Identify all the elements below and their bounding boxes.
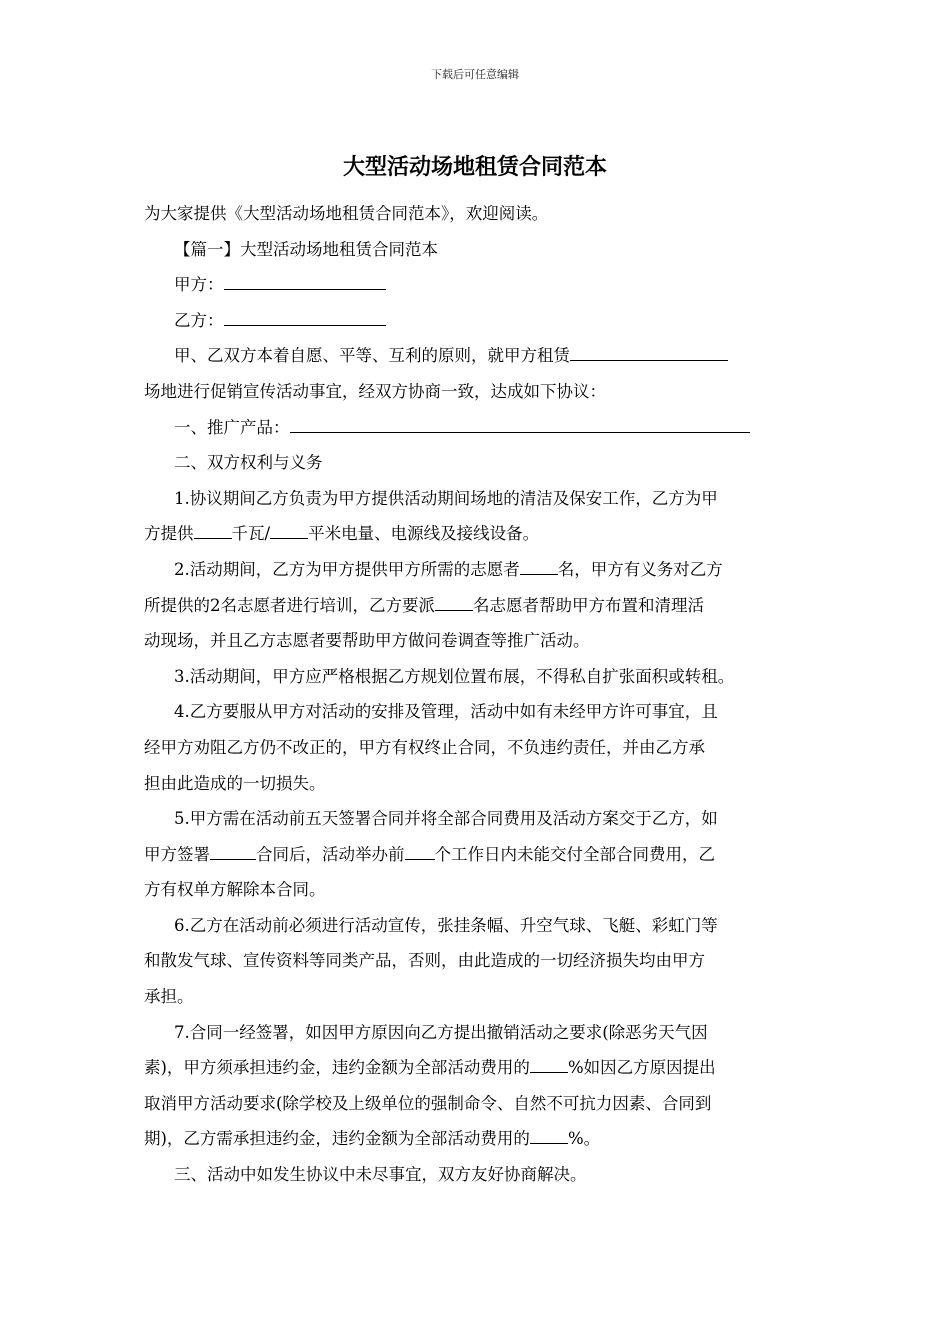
square-meter-blank: [270, 520, 308, 539]
clause-4-line-3: 担由此造成的一切损失。: [144, 773, 326, 793]
clause-1-line-2: [144, 516, 816, 552]
clause-text: 2.活动期间，乙方为甲方提供甲方所需的志愿者: [174, 559, 520, 579]
clause-4-line-2: 经甲方劝阻乙方仍不改正的，甲方有权终止合同，不负违约责任，并由乙方承: [144, 737, 705, 757]
clause-5-line-3: 方有权单方解除本合同。: [144, 880, 326, 900]
rental-venue-blank: [570, 342, 728, 361]
kilowatt-blank: [194, 520, 232, 539]
clause-text: 方提供: [144, 524, 194, 544]
clause-5-line-2: [144, 837, 816, 873]
party-b-line: [144, 303, 816, 339]
clause-4-line-1: 4.乙方要服从甲方对活动的安排及管理，活动中如有未经甲方许可事宜，且: [174, 702, 718, 722]
clause-7-line-3: 取消甲方活动要求(除学校及上级单位的强制命令、自然不可抗力因素、合同到: [144, 1093, 712, 1113]
item-1-label: 一、推广产品：: [174, 417, 290, 437]
header-note: 下载后可任意编辑: [431, 68, 519, 81]
preamble-text: 甲、乙双方本着自愿、平等、互利的原则，就甲方租赁: [174, 346, 570, 366]
clause-2-line-3: 动现场，并且乙方志愿者要帮助甲方做问卷调查等推广活动。: [144, 631, 590, 651]
penalty-percent-a-blank: [530, 1054, 568, 1073]
clause-text: 素)，甲方须承担违约金，违约金额为全部活动费用的: [144, 1058, 530, 1078]
clause-7-line-1: 7.合同一经签署，如因甲方原因向乙方提出撤销活动之要求(除恶劣天气因: [174, 1022, 708, 1042]
party-a-line: [144, 267, 816, 303]
clause-7-line-2: [144, 1050, 816, 1086]
document-title: 大型活动场地租赁合同范本: [342, 154, 607, 180]
party-b-label: 乙方：: [174, 310, 224, 330]
clause-text: 千瓦/: [231, 524, 271, 544]
item-1-line: [144, 410, 816, 446]
clause-text: 个工作日内未能交付全部合同费用，乙: [434, 844, 715, 864]
penalty-percent-b-blank: [530, 1125, 568, 1144]
preamble-line-2: 场地进行促销宣传活动事宜，经双方协商一致，达成如下协议：: [144, 381, 606, 401]
clause-3-line-1: 3.活动期间，甲方应严格根据乙方规划位置布展，不得私自扩张面积或转租。: [174, 666, 735, 686]
clause-2-line-2: [144, 588, 816, 624]
clause-6-line-1: 6.乙方在活动前必须进行活动宣传，张挂条幅、升空气球、飞艇、彩虹门等: [174, 915, 718, 935]
preamble-line-1: [144, 338, 816, 374]
clause-text: %如因乙方原因提出: [567, 1058, 716, 1078]
party-a-label: 甲方：: [174, 275, 224, 295]
clause-6-line-2: 和散发气球、宣传资料等同类产品，否则，由此造成的一切经济损失均由甲方: [144, 951, 705, 971]
clause-1-line-1: 1.协议期间乙方负责为甲方提供活动期间场地的清洁及保安工作，乙方为甲: [174, 488, 718, 508]
workdays-blank: [405, 841, 435, 860]
clause-text: 平米电量、电源线及接线设备。: [308, 524, 540, 544]
clause-text: %。: [567, 1129, 601, 1149]
item-2-heading: 二、双方权利与义务: [174, 453, 323, 473]
party-a-blank: [224, 271, 386, 290]
clause-7-line-4: [144, 1121, 816, 1157]
product-blank: [290, 414, 750, 433]
intro-paragraph: 为大家提供《大型活动场地租赁合同范本》，欢迎阅读。: [144, 204, 549, 223]
clause-text: 名志愿者帮助甲方布置和清理活: [473, 595, 704, 615]
clause-2-line-1: [144, 552, 816, 588]
signing-blank: [210, 841, 256, 860]
clause-text: 期)，乙方需承担违约金，违约金额为全部活动费用的: [144, 1129, 530, 1149]
party-b-blank: [224, 307, 386, 326]
volunteer-dispatch-blank: [435, 592, 473, 611]
volunteer-count-blank: [520, 556, 558, 575]
clause-text: 合同后，活动举办前: [256, 844, 405, 864]
clause-5-line-1: 5.甲方需在活动前五天签署合同并将全部合同费用及活动方案交于乙方，如: [174, 809, 718, 829]
item-3-line: 三、活动中如发生协议中未尽事宜，双方友好协商解决。: [174, 1165, 587, 1185]
clause-6-line-3: 承担。: [144, 987, 194, 1007]
clause-text: 甲方签署: [144, 844, 210, 864]
clause-text: 所提供的2名志愿者进行培训，乙方要派: [144, 595, 435, 615]
section-heading: 【篇一】大型活动场地租赁合同范本: [174, 239, 438, 259]
clause-text: 名，甲方有义务对乙方: [557, 559, 723, 579]
document-body: [144, 196, 816, 1193]
